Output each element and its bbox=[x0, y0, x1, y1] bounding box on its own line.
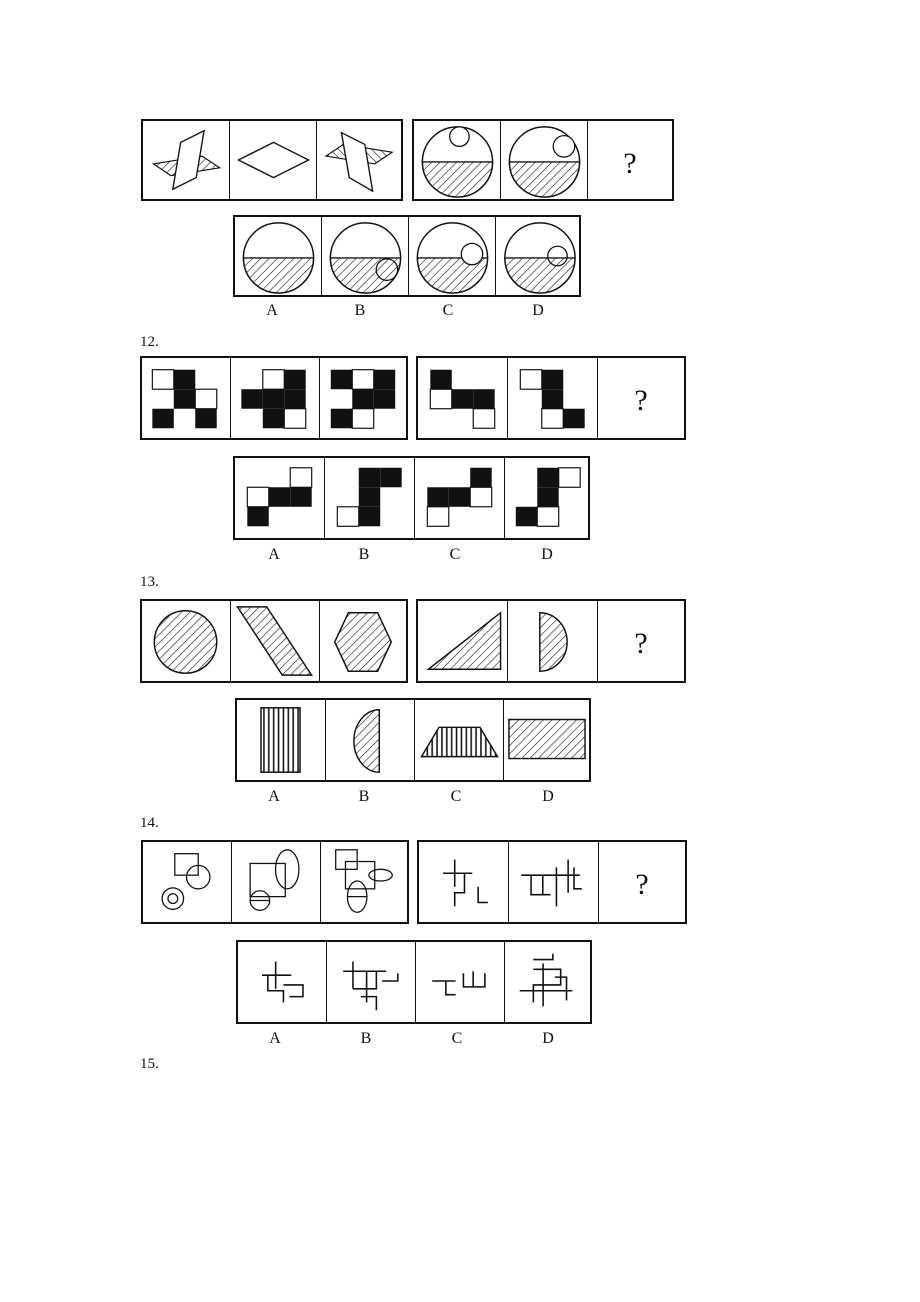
question-mark: ? bbox=[623, 147, 637, 180]
q12-option-a[interactable] bbox=[235, 458, 325, 538]
q13-answer-slot bbox=[598, 601, 684, 681]
option-label-a: A bbox=[268, 788, 280, 805]
line-figure-icon bbox=[238, 942, 326, 1022]
line-figure-icon bbox=[327, 942, 415, 1022]
hatched-parallelogram-icon bbox=[231, 601, 319, 681]
q12-option-b[interactable] bbox=[325, 458, 415, 538]
half-hatched-circle-icon bbox=[496, 217, 580, 295]
hatched-semicircle-icon bbox=[326, 700, 414, 780]
q14-stem-1 bbox=[143, 842, 232, 922]
q12-stem-2 bbox=[231, 358, 320, 438]
q11-option-b[interactable] bbox=[322, 217, 409, 295]
half-hatched-circle-icon bbox=[414, 121, 500, 199]
option-label-c: C bbox=[449, 546, 461, 563]
q12-answer-slot bbox=[598, 358, 684, 438]
q12-stem-4 bbox=[418, 358, 508, 438]
option-label-d: D bbox=[542, 788, 554, 805]
q11-stem-1 bbox=[143, 121, 230, 199]
line-figure-icon bbox=[419, 842, 508, 922]
option-label-a: A bbox=[266, 302, 278, 319]
question-number: 12. bbox=[140, 334, 159, 350]
q14-answer-slot bbox=[599, 842, 685, 922]
q13-stem-5 bbox=[508, 601, 598, 681]
option-label-c: C bbox=[451, 1030, 463, 1047]
question-mark: ? bbox=[634, 627, 648, 660]
block-pattern-icon bbox=[231, 358, 319, 438]
line-figure-icon bbox=[509, 842, 598, 922]
vertical-striped-rectangle-icon bbox=[237, 700, 325, 780]
option-label-b: B bbox=[354, 302, 366, 319]
q14-stem-5 bbox=[509, 842, 599, 922]
q11-option-a[interactable] bbox=[235, 217, 322, 295]
q12-stem-3 bbox=[320, 358, 406, 438]
square-circle-shapes-icon bbox=[232, 842, 320, 922]
q11-stem-3 bbox=[317, 121, 401, 199]
option-label-b: B bbox=[360, 1030, 372, 1047]
square-circle-shapes-icon bbox=[143, 842, 231, 922]
hatched-hexagon-icon bbox=[320, 601, 406, 681]
intersecting-planes-icon bbox=[317, 121, 401, 199]
option-label-a: A bbox=[269, 1030, 281, 1047]
q14-options bbox=[236, 940, 592, 1024]
q14-stem-right bbox=[417, 840, 687, 924]
q13-stem-2 bbox=[231, 601, 320, 681]
half-hatched-circle-icon bbox=[501, 121, 587, 199]
option-label-c: C bbox=[450, 788, 462, 805]
block-pattern-icon bbox=[325, 458, 414, 538]
q13-option-c[interactable] bbox=[415, 700, 504, 780]
q12-option-d[interactable] bbox=[505, 458, 590, 538]
question-mark: ? bbox=[635, 868, 649, 901]
q12-stem-right bbox=[416, 356, 686, 440]
q13-stem-right bbox=[416, 599, 686, 683]
q13-stem-left bbox=[140, 599, 408, 683]
q11-stem-4 bbox=[414, 121, 501, 199]
q13-options bbox=[235, 698, 591, 782]
option-label-d: D bbox=[542, 1030, 554, 1047]
block-pattern-icon bbox=[508, 358, 597, 438]
option-label-c: C bbox=[442, 302, 454, 319]
square-circle-shapes-icon bbox=[321, 842, 407, 922]
half-hatched-circle-icon bbox=[409, 217, 495, 295]
q13-option-a[interactable] bbox=[237, 700, 326, 780]
question-mark: ? bbox=[634, 384, 648, 417]
question-number: 14. bbox=[140, 815, 159, 831]
diamond-icon bbox=[230, 121, 316, 199]
q14-option-a[interactable] bbox=[238, 942, 327, 1022]
q13-stem-4 bbox=[418, 601, 508, 681]
block-pattern-icon bbox=[505, 458, 590, 538]
q13-stem-1 bbox=[142, 601, 231, 681]
line-figure-icon bbox=[505, 942, 590, 1022]
block-pattern-icon bbox=[418, 358, 507, 438]
block-pattern-icon bbox=[235, 458, 324, 538]
q13-stem-3 bbox=[320, 601, 406, 681]
line-figure-icon bbox=[416, 942, 504, 1022]
block-pattern-icon bbox=[320, 358, 406, 438]
question-number: 13. bbox=[140, 574, 159, 590]
q14-stem-2 bbox=[232, 842, 321, 922]
vertical-striped-trapezoid-icon bbox=[415, 700, 503, 780]
q12-stem-5 bbox=[508, 358, 598, 438]
option-label-d: D bbox=[532, 302, 544, 319]
q11-option-c[interactable] bbox=[409, 217, 496, 295]
q13-option-b[interactable] bbox=[326, 700, 415, 780]
hatched-circle-icon bbox=[142, 601, 230, 681]
option-label-d: D bbox=[541, 546, 553, 563]
intersecting-planes-icon bbox=[143, 121, 229, 199]
option-label-b: B bbox=[358, 788, 370, 805]
q14-option-d[interactable] bbox=[505, 942, 590, 1022]
option-label-a: A bbox=[268, 546, 280, 563]
block-pattern-icon bbox=[415, 458, 504, 538]
q11-stem-5 bbox=[501, 121, 588, 199]
q11-stem-left bbox=[141, 119, 403, 201]
block-pattern-icon bbox=[142, 358, 230, 438]
hatched-rectangle-icon bbox=[504, 700, 589, 780]
q14-stem-3 bbox=[321, 842, 407, 922]
hatched-triangle-icon bbox=[418, 601, 507, 681]
q11-answer-slot bbox=[588, 121, 672, 199]
q13-option-d[interactable] bbox=[504, 700, 589, 780]
q11-stem-2 bbox=[230, 121, 317, 199]
q14-stem-left bbox=[141, 840, 409, 924]
q12-stem-1 bbox=[142, 358, 231, 438]
half-hatched-circle-icon bbox=[322, 217, 408, 295]
q11-stem-right bbox=[412, 119, 674, 201]
q12-option-c[interactable] bbox=[415, 458, 505, 538]
q11-option-d[interactable] bbox=[496, 217, 580, 295]
q14-option-b[interactable] bbox=[327, 942, 416, 1022]
q12-options bbox=[233, 456, 590, 540]
q14-stem-4 bbox=[419, 842, 509, 922]
half-hatched-circle-icon bbox=[235, 217, 321, 295]
q14-option-c[interactable] bbox=[416, 942, 505, 1022]
q12-stem-left bbox=[140, 356, 408, 440]
q11-options bbox=[233, 215, 581, 297]
hatched-semicircle-icon bbox=[508, 601, 597, 681]
question-number: 15. bbox=[140, 1056, 159, 1072]
option-label-b: B bbox=[358, 546, 370, 563]
